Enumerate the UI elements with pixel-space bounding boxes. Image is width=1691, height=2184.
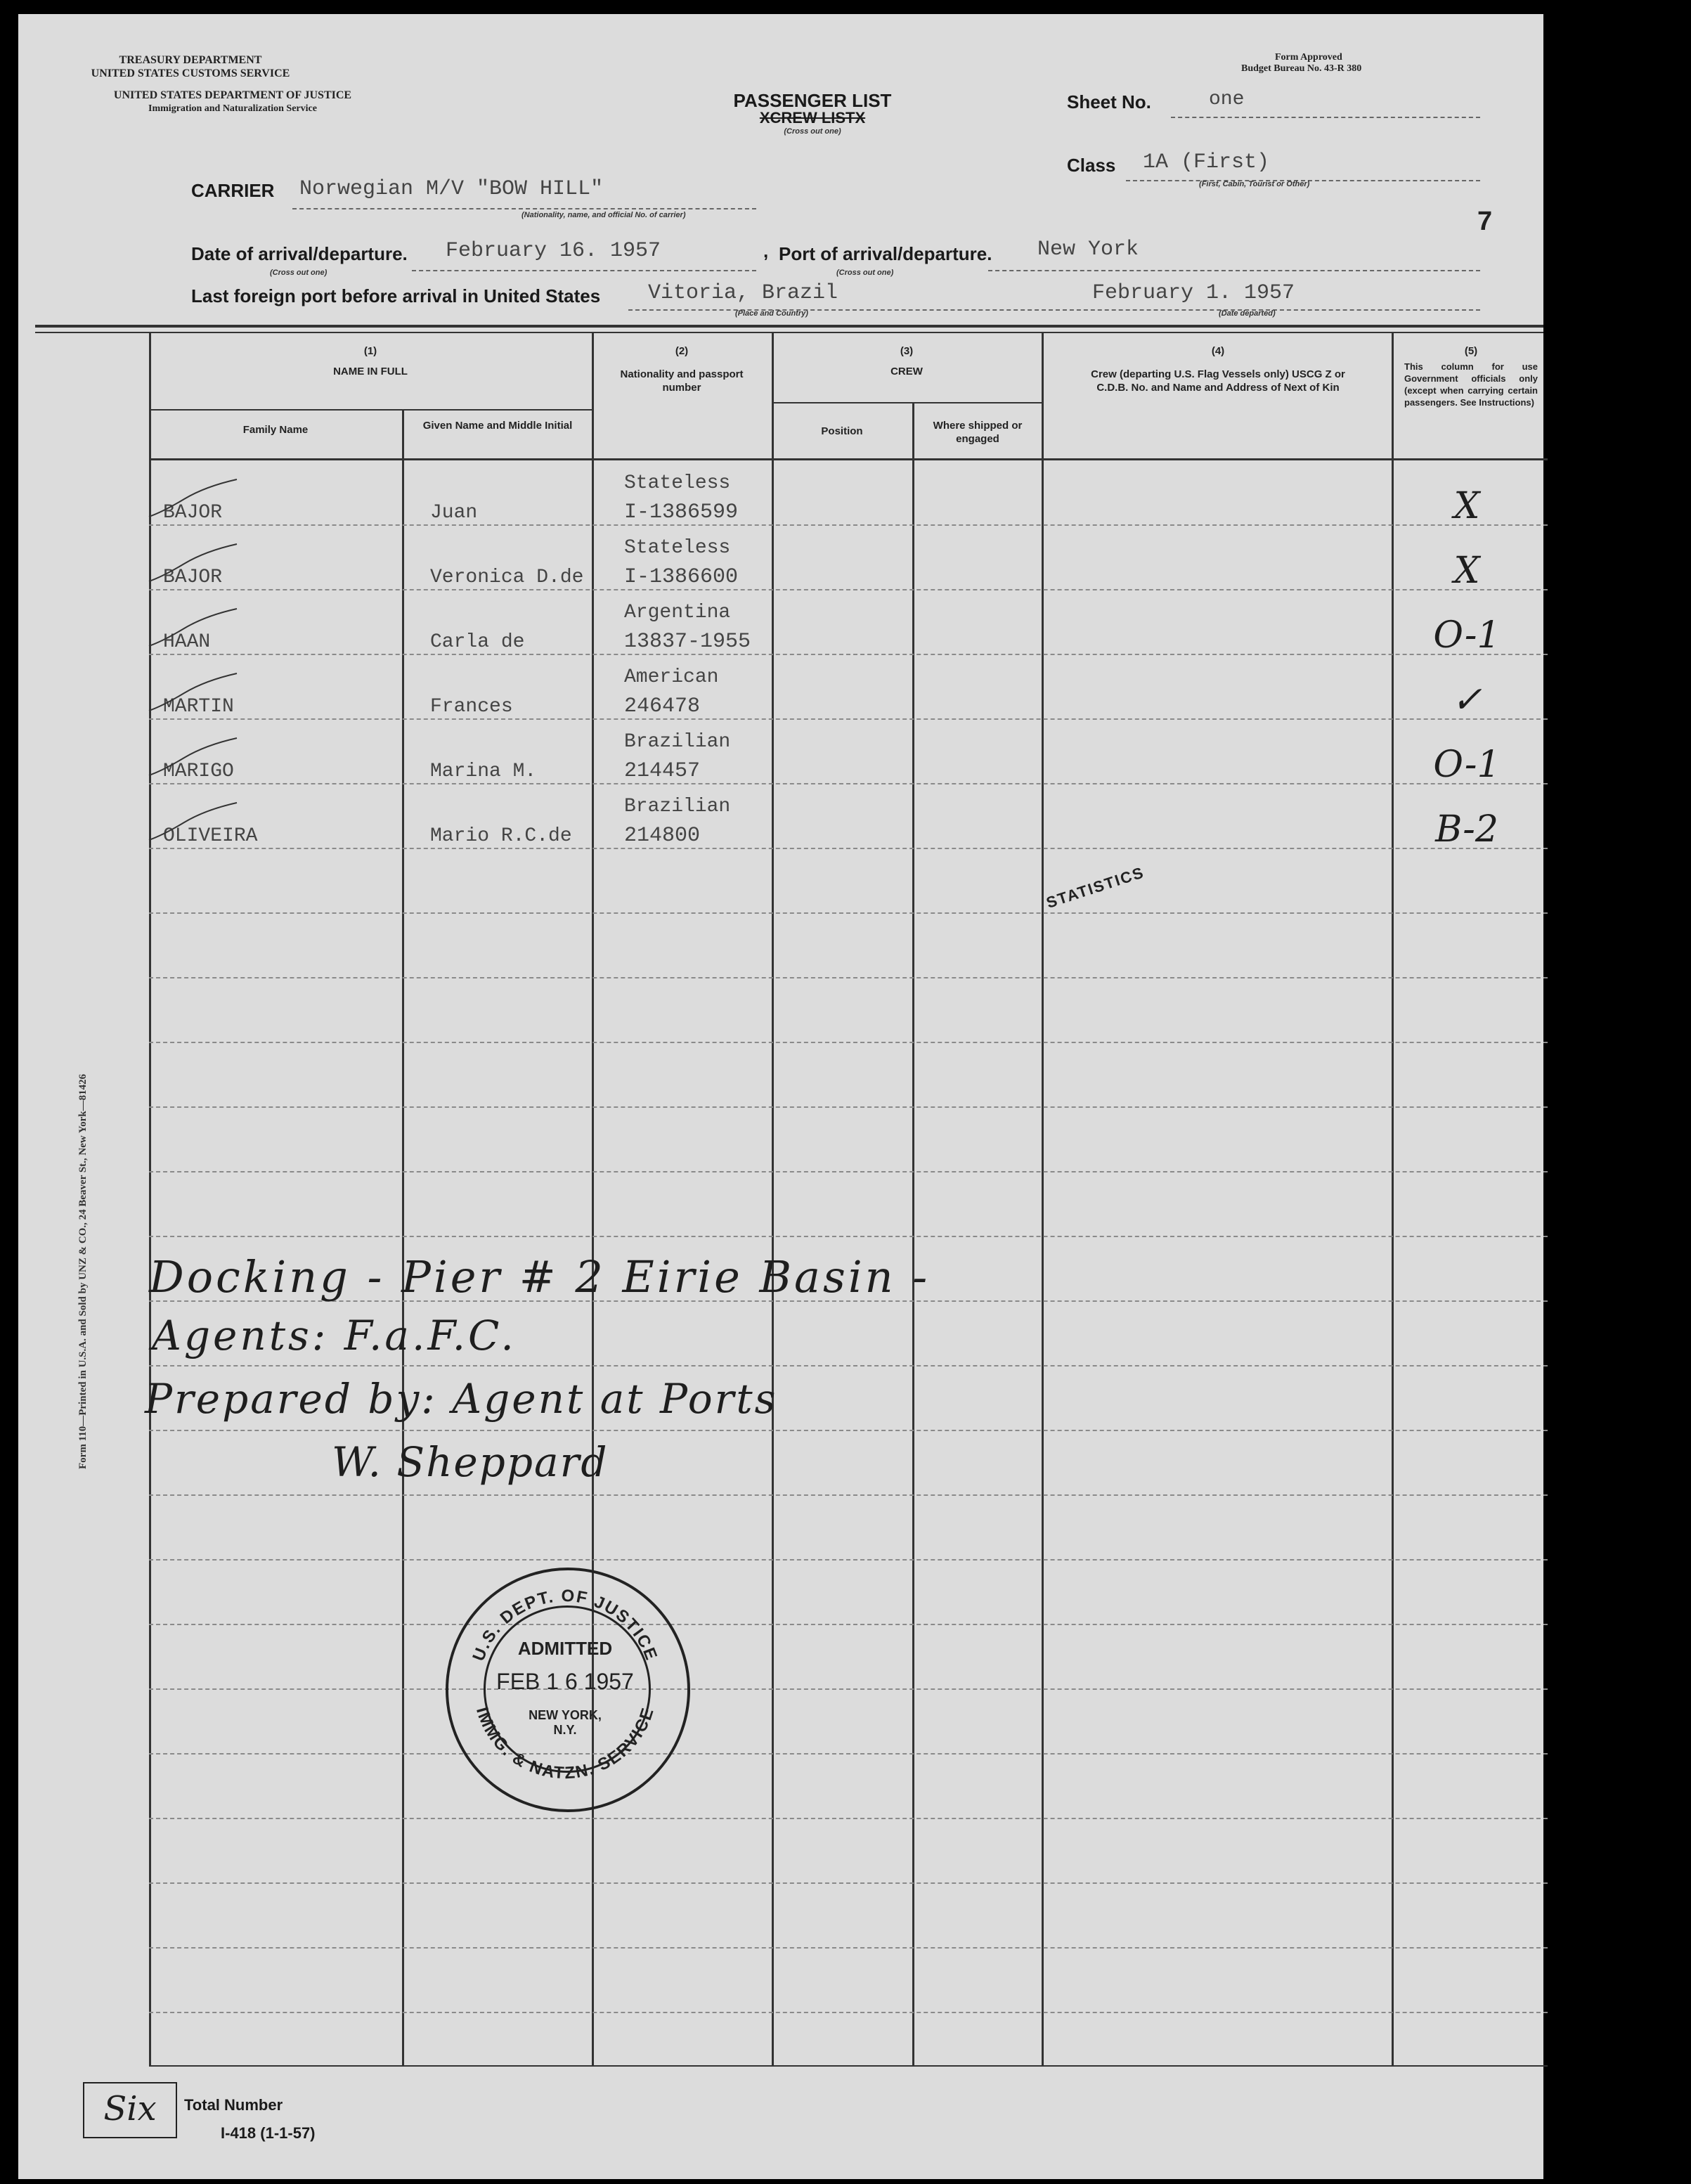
check-mark	[142, 801, 240, 844]
last-port-value: Vitoria, Brazil	[648, 281, 838, 305]
row-divider	[149, 1624, 1548, 1625]
seal-top-text: U.S. DEPT. OF JUSTICE	[469, 1586, 661, 1664]
passenger-table	[149, 332, 1548, 2067]
row-divider	[149, 1430, 1548, 1431]
nationality: Brazilian	[624, 731, 731, 753]
col4-header	[1044, 344, 1392, 394]
family-name: HAAN	[163, 631, 211, 653]
col4-title: Crew (departing U.S. Flag Vessels only) USCG Z or C.D.B. No. and Name and Address of Next of Kin	[1091, 368, 1345, 394]
check-mark	[142, 672, 240, 714]
handwritten-docking: Docking - Pier # 2 Eirie Basin -	[149, 1251, 931, 1303]
row-divider	[149, 1365, 1548, 1366]
handwritten-prepared-by: Prepared by: Agent at Ports	[145, 1375, 778, 1423]
row-divider	[149, 2012, 1548, 2013]
check-mark	[142, 737, 240, 779]
table-row	[149, 529, 1548, 593]
comma: ,	[763, 240, 769, 261]
seal-date: FEB 1 6 1957	[496, 1669, 634, 1694]
check-mark	[142, 543, 240, 585]
form-number: I-418 (1-1-57)	[221, 2124, 316, 2142]
total-box	[83, 2082, 177, 2138]
last-port-label: Last foreign port before arrival in United States	[191, 285, 601, 306]
last-port-note: (Place and Country)	[735, 309, 808, 318]
carrier-value: Norwegian M/V "BOW HILL"	[299, 177, 604, 201]
col2-num: (2)	[675, 345, 689, 357]
official-mark: ✓	[1451, 679, 1482, 721]
given-name: Frances	[430, 696, 513, 718]
row-divider	[149, 1882, 1548, 1884]
form-printer-note: Form 110—Printed in U.S.A. and Sold by UNZ & CO., 24 Beaver St., New York—81426	[77, 1073, 89, 1469]
row-divider	[149, 1236, 1548, 1237]
handwritten-signature: W. Sheppard	[332, 1438, 609, 1486]
col3-subline	[772, 402, 1042, 403]
document-page	[18, 14, 1543, 2179]
family-name: MARIGO	[163, 761, 234, 782]
port-arrival-value: New York	[1037, 238, 1139, 261]
col2-header	[596, 344, 767, 394]
class-label: Class	[1067, 155, 1116, 176]
col1-header	[149, 344, 592, 378]
date-arrival-label: Date of arrival/departure.	[191, 243, 408, 264]
budget-bureau: Budget Bureau No. 43-R 380	[1241, 63, 1362, 74]
col3b-header: Where shipped or engaged	[933, 420, 1023, 445]
col-header-bottom	[149, 458, 1548, 460]
class-note: (First, Cabin, Tourist or Other)	[1199, 180, 1310, 188]
official-mark: X	[1453, 550, 1480, 592]
given-name: Juan	[430, 502, 478, 524]
row-divider	[149, 912, 1548, 914]
row-divider	[149, 1494, 1548, 1496]
family-name: BAJOR	[163, 567, 223, 588]
col2-title: Nationality and passport number	[620, 368, 744, 394]
check-mark	[142, 478, 240, 520]
date-arrival-line	[412, 270, 756, 271]
row-divider	[149, 1171, 1548, 1172]
official-mark: O-1	[1433, 744, 1501, 786]
table-border-bottom	[149, 2065, 1548, 2067]
sheet-label: Sheet No.	[1067, 91, 1151, 112]
given-name: Mario R.C.de	[430, 825, 572, 847]
col3-header	[772, 344, 1042, 378]
given-name: Veronica D.de	[430, 567, 584, 588]
col3-num: (3)	[900, 345, 914, 357]
given-name: Marina M.	[430, 761, 537, 782]
passport-number: 214800	[624, 824, 701, 848]
col3a-header: Position	[821, 425, 863, 437]
family-name: OLIVEIRA	[163, 825, 258, 847]
row-divider	[149, 1106, 1548, 1108]
table-row	[149, 593, 1548, 658]
customs-service: UNITED STATES CUSTOMS SERVICE	[91, 67, 290, 79]
official-mark: O-1	[1433, 614, 1501, 657]
passport-number: I-1386600	[624, 565, 739, 589]
row-divider	[149, 1818, 1548, 1819]
family-name: MARTIN	[163, 696, 234, 718]
port-arrival-note: (Cross out one)	[836, 269, 894, 277]
official-mark: X	[1453, 485, 1480, 527]
carrier-line	[292, 208, 756, 209]
sheet-value: one	[1209, 89, 1245, 110]
form-approval	[1241, 52, 1452, 75]
row-divider	[149, 1559, 1548, 1561]
given-name: Carla de	[430, 631, 525, 653]
carrier-label: CARRIER	[191, 180, 275, 201]
col5-title: This column for use Government officials only (except when carrying certain passengers. See Instructions)	[1404, 361, 1538, 408]
date-arrival-note: (Cross out one)	[270, 269, 328, 277]
list-title-block	[728, 90, 897, 136]
table-row	[149, 723, 1548, 787]
row-divider	[149, 1947, 1548, 1949]
page-number: 7	[1477, 207, 1493, 236]
nationality: Stateless	[624, 537, 731, 559]
treasury-dept: TREASURY DEPARTMENT	[119, 54, 262, 66]
admitted-seal	[446, 1568, 690, 1812]
justice-header	[74, 89, 391, 115]
justice-dept: UNITED STATES DEPARTMENT OF JUSTICE	[113, 89, 352, 101]
total-label: Total Number	[184, 2096, 283, 2114]
col1-num: (1)	[363, 345, 377, 357]
table-row	[149, 464, 1548, 529]
date-departed-note: (Date departed)	[1219, 309, 1276, 318]
header-rule-top	[35, 325, 1543, 328]
col5-header	[1394, 344, 1548, 408]
seal-bottom-text: IMMG. & NATZN. SERVICE	[472, 1705, 659, 1783]
check-mark	[142, 607, 240, 650]
class-value: 1A (First)	[1143, 150, 1270, 174]
nationality: American	[624, 666, 719, 688]
passport-number: I-1386599	[624, 500, 739, 524]
seal-city: NEW YORK, N.Y.	[529, 1708, 602, 1737]
list-title: PASSENGER LIST	[733, 90, 892, 111]
department-header	[74, 53, 306, 80]
family-name: BAJOR	[163, 502, 223, 524]
col1-title: NAME IN FULL	[333, 366, 408, 377]
port-arrival-label: Port of arrival/departure.	[779, 243, 992, 264]
nationality: Argentina	[624, 602, 731, 623]
table-row	[149, 787, 1548, 852]
passport-number: 246478	[624, 694, 701, 718]
col3-title: CREW	[890, 366, 923, 377]
row-divider	[149, 1688, 1548, 1690]
form-approved: Form Approved	[1275, 52, 1342, 63]
seal-admitted: ADMITTED	[517, 1638, 613, 1659]
date-arrival-value: February 16. 1957	[446, 239, 661, 263]
col1-subline	[149, 409, 592, 411]
table-row	[149, 658, 1548, 723]
date-departed-value: February 1. 1957	[1092, 281, 1295, 305]
crew-list-crossed: XCREW LISTX	[759, 109, 866, 127]
passport-number: 13837-1955	[624, 630, 751, 654]
port-arrival-line	[988, 270, 1480, 271]
row-divider	[149, 1042, 1548, 1043]
row-divider	[149, 1753, 1548, 1755]
passport-number: 214457	[624, 759, 701, 783]
col4-num: (4)	[1211, 345, 1225, 357]
cross-out-note: (Cross out one)	[784, 127, 841, 136]
statistics-stamp: STATISTICS	[1044, 863, 1147, 912]
col1b-header: Given Name and Middle Initial	[422, 420, 573, 432]
row-divider	[149, 977, 1548, 978]
sheet-line	[1171, 117, 1480, 118]
official-mark: B-2	[1435, 808, 1498, 851]
col1a-header: Family Name	[242, 424, 309, 436]
ins-service: Immigration and Naturalization Service	[148, 103, 317, 114]
nationality: Brazilian	[624, 796, 731, 818]
nationality: Stateless	[624, 472, 731, 494]
handwritten-agents: Agents: F.a.F.C.	[152, 1312, 517, 1359]
col5-num: (5)	[1464, 345, 1478, 357]
total-handwritten: Six	[103, 2089, 157, 2128]
carrier-note: (Nationality, name, and official No. of carrier)	[521, 211, 686, 219]
